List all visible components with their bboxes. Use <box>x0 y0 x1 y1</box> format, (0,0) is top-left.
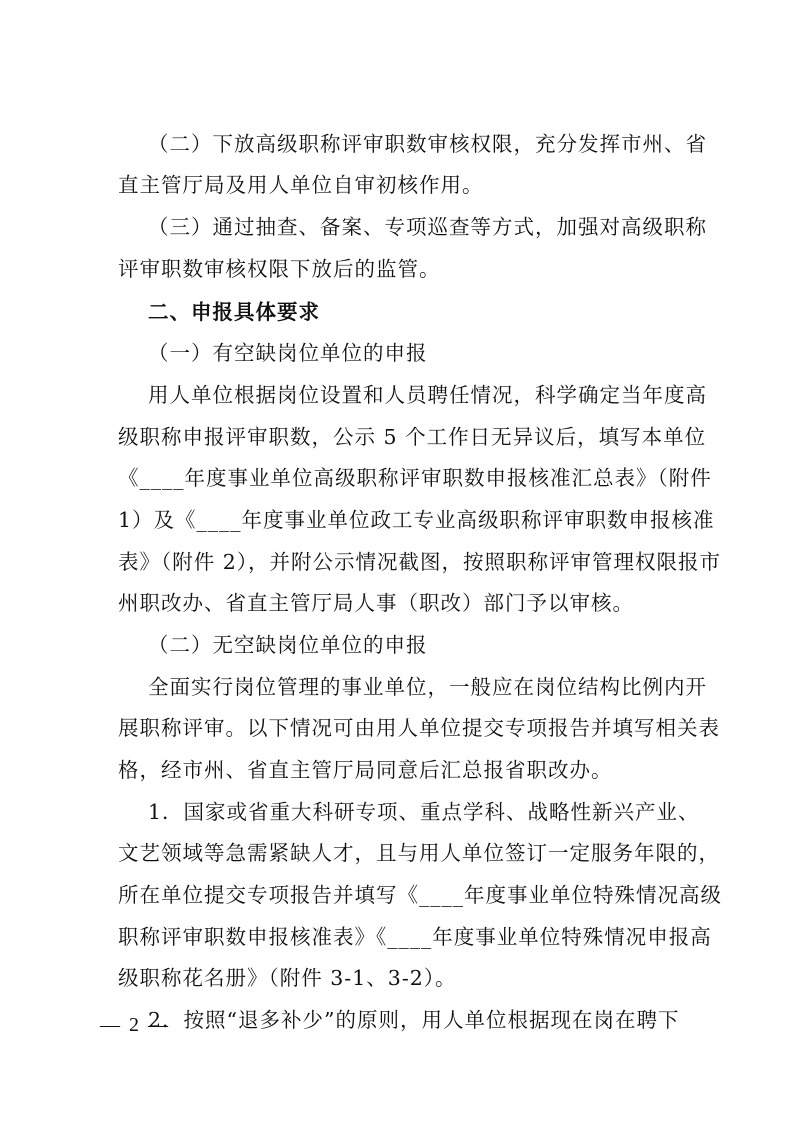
subsection-heading: （一）有空缺岗位单位的申报 <box>148 341 428 365</box>
paragraph-line: 所在单位提交专项报告并填写《____年度事业单位特殊情况高级 <box>118 883 722 907</box>
paragraph-line: 级职称申报评审职数，公示 5 个工作日无异议后，填写本单位 <box>118 425 707 449</box>
paragraph-line: 用人单位根据岗位设置和人员聘任情况，科学确定当年度高 <box>148 383 707 407</box>
paragraph-line: 1）及《____年度事业单位政工专业高级职称评审职数申报核准 <box>118 508 715 532</box>
paragraph-line: 评审职数审核权限下放后的监管。 <box>118 257 441 281</box>
paragraph-line: （二）下放高级职称评审职数审核权限，充分发挥市州、省 <box>148 132 707 156</box>
paragraph-line: 全面实行岗位管理的事业单位，一般应在岗位结构比例内开 <box>148 675 707 699</box>
paragraph-line: 《____年度事业单位高级职称评审职数申报核准汇总表》（附件 <box>118 466 712 490</box>
paragraph-line: （三）通过抽查、备案、专项巡查等方式，加强对高级职称 <box>148 215 707 239</box>
section-heading: 二、申报具体要求 <box>148 300 320 324</box>
paragraph-line: 展职称评审。以下情况可由用人单位提交专项报告并填写相关表 <box>118 716 720 740</box>
paragraph-line: 职称评审职数申报核准表》《____年度事业单位特殊情况申报高 <box>118 925 712 949</box>
page-number: — 2 — <box>100 1014 170 1036</box>
paragraph-line: 直主管厅局及用人单位自审初核作用。 <box>118 173 484 197</box>
paragraph-line: 级职称花名册》（附件 3-1、3-2）。 <box>118 966 457 990</box>
paragraph-line: 表》（附件 2），并附公示情况截图，按照职称评审管理权限报市 <box>118 550 722 574</box>
paragraph-line: 州职改办、省直主管厅局人事（职改）部门予以审核。 <box>118 591 634 615</box>
paragraph-line: 1．国家或省重大科研专项、重点学科、战略性新兴产业、 <box>148 800 700 824</box>
subsection-heading: （二）无空缺岗位单位的申报 <box>148 633 428 657</box>
paragraph-line: 2．按照“退多补少”的原则，用人单位根据现在岗在聘下 <box>148 1008 680 1032</box>
paragraph-line: 格，经市州、省直主管厅局同意后汇总报省职改办。 <box>118 758 613 782</box>
paragraph-line: 文艺领域等急需紧缺人才，且与用人单位签订一定服务年限的， <box>118 841 720 865</box>
